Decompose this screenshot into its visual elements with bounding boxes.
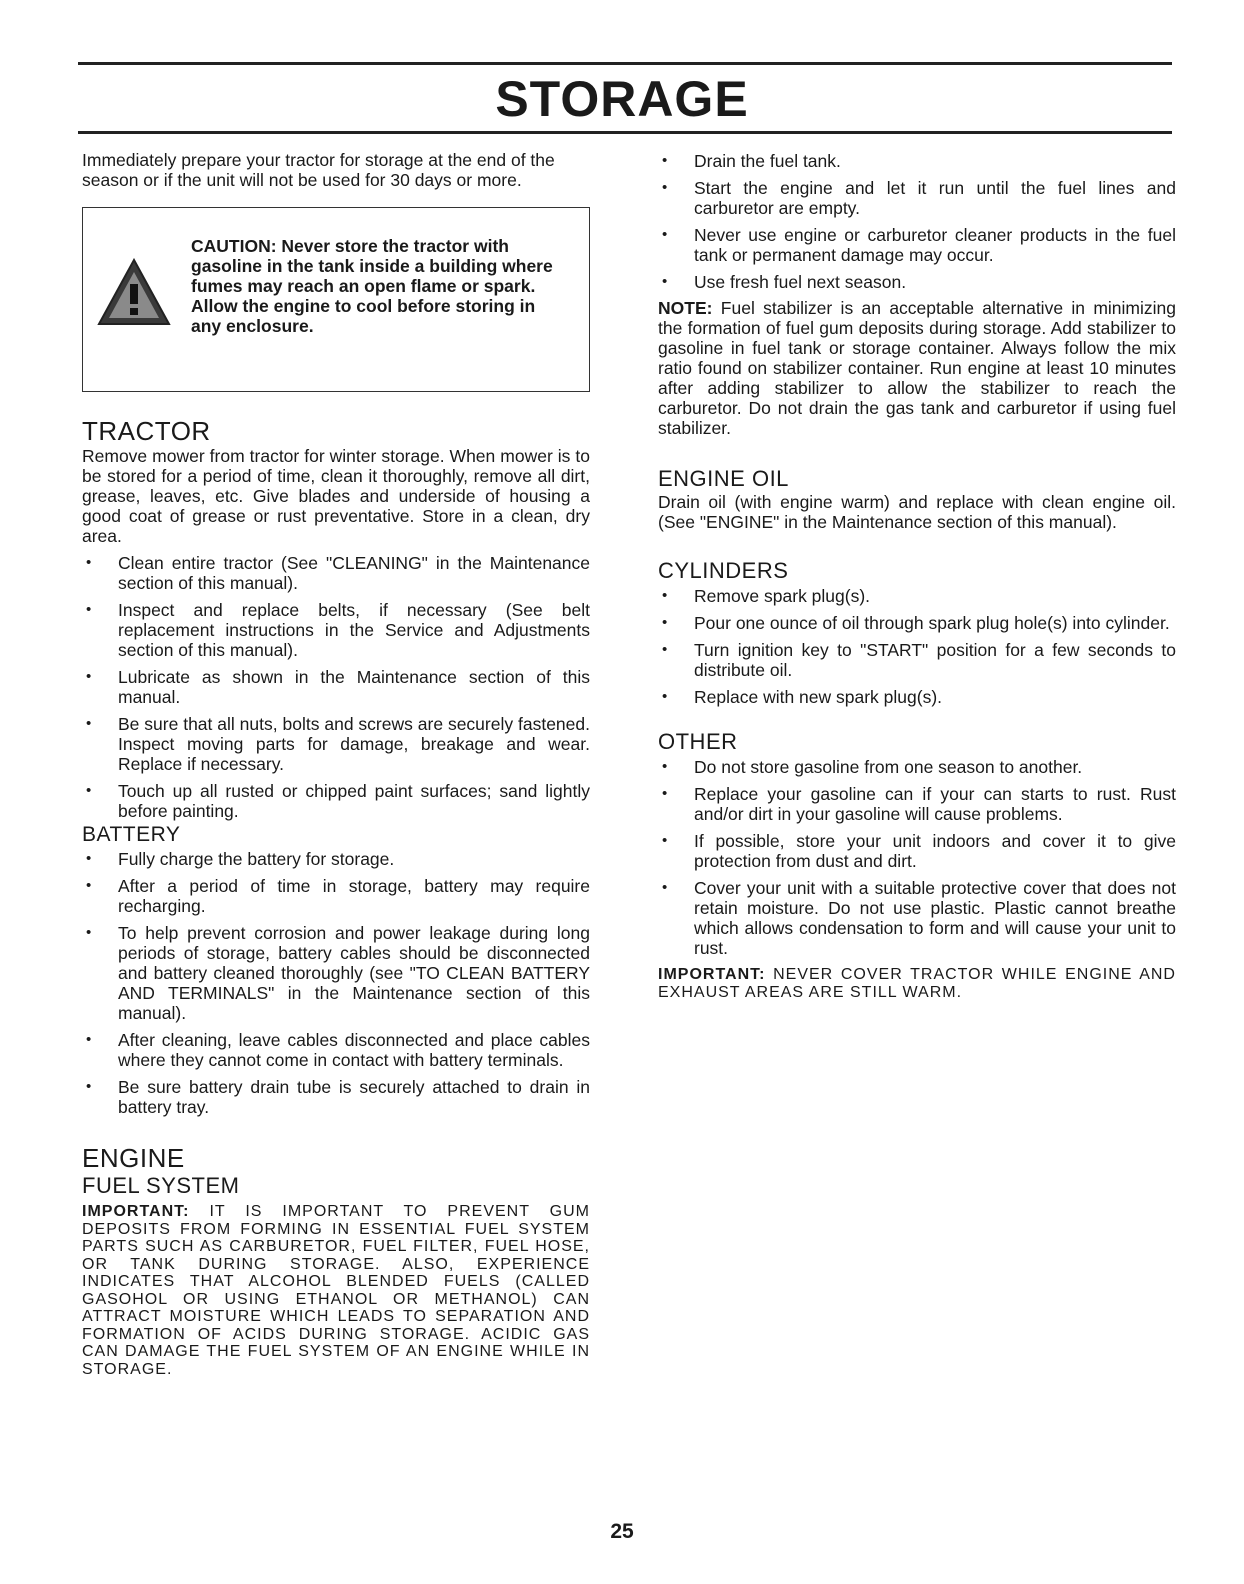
- list-item: • Pour one ounce of oil through spark plug hole(s) into cylinder.: [658, 613, 1176, 633]
- left-column: [82, 150, 590, 1378]
- list-item: • Never use engine or carburetor cleaner products in the fuel tank or permanent damage may occur.: [658, 225, 1176, 265]
- important-label: IMPORTANT:: [658, 966, 766, 983]
- list-item: • Replace your gasoline can if your can starts to rust. Rust and/or dirt in your gasoline will cause problems.: [658, 784, 1176, 824]
- list-item: • After a period of time in storage, battery may require recharging.: [82, 876, 590, 916]
- list-item: • Use fresh fuel next season.: [658, 272, 1176, 292]
- list-item: • Turn ignition key to "START" position for a few seconds to distribute oil.: [658, 640, 1176, 680]
- list-item: • Replace with new spark plug(s).: [658, 687, 1176, 707]
- page-number: 25: [610, 1520, 634, 1543]
- list-item: • Be sure battery drain tube is securely attached to drain in battery tray.: [82, 1077, 590, 1117]
- caution-text: CAUTION: Never store the tractor with gasoline in the tank inside a building where fumes may reach an open flame or spark. Allow the engine to cool before storing in any enclosure.: [191, 236, 553, 336]
- note-paragraph: [658, 298, 1176, 438]
- engine-oil-paragraph: Drain oil (with engine warm) and replace with clean engine oil. (See "ENGINE" in the Maintenance section of this manual).: [658, 492, 1176, 532]
- fuel-system-heading: FUEL SYSTEM: [82, 1173, 240, 1198]
- title-rule: [78, 131, 1172, 134]
- cylinders-heading: CYLINDERS: [658, 558, 789, 583]
- list-item: • After cleaning, leave cables disconnected and place cables where they cannot come in contact with battery terminals.: [82, 1030, 590, 1070]
- list-item: • Inspect and replace belts, if necessary (See belt replacement instructions in the Service and Adjustments section of this manual).: [82, 600, 590, 660]
- right-column: [658, 150, 1176, 1001]
- list-item: • Start the engine and let it run until the fuel lines and carburetor are empty.: [658, 178, 1176, 218]
- page-title: STORAGE: [495, 71, 749, 127]
- battery-heading: BATTERY: [82, 823, 181, 846]
- other-important-paragraph: [658, 966, 1176, 1001]
- important-label: IMPORTANT:: [82, 1203, 190, 1220]
- intro-paragraph: Immediately prepare your tractor for storage at the end of the season or if the unit will not be used for 30 days or more.: [82, 150, 555, 190]
- list-item: • Drain the fuel tank.: [658, 151, 1176, 171]
- list-item: • Remove spark plug(s).: [658, 586, 1176, 606]
- list-item: • To help prevent corrosion and power leakage during long periods of storage, battery cables should be disconnected and battery cleaned thoroughly (see "TO CLEAN BATTERY AND TERMINALS" in the Maintenance section of this manual).: [82, 923, 590, 1023]
- list-item: • If possible, store your unit indoors and cover it to give protection from dust and dirt.: [658, 831, 1176, 871]
- engine-heading: ENGINE: [82, 1143, 185, 1173]
- list-item: • Cover your unit with a suitable protective cover that does not retain moisture. Do not use plastic. Plastic cannot breathe which allows condensation to form and will cause your unit to rust.: [658, 878, 1176, 958]
- list-item: • Clean entire tractor (See "CLEANING" in the Maintenance section of this manual).: [82, 553, 590, 593]
- top-rule: [78, 62, 1172, 65]
- tractor-list: [82, 553, 590, 821]
- warning-triangle-icon: [97, 258, 171, 328]
- list-item: • Do not store gasoline from one season to another.: [658, 757, 1176, 777]
- note-label: NOTE:: [658, 298, 713, 318]
- important-text: IT IS IMPORTANT TO PREVENT GUM DEPOSITS FROM FORMING IN ESSENTIAL FUEL SYSTEM PARTS SUCH AS CARBURETOR, FUEL FILTER, FUEL HOSE, OR TANK DURING STORAGE. ALSO, EXPERIENCE INDICATES THAT ALCOHOL BLENDED FUELS (CALLED GASOHOL OR USING ETHANOL OR METHANOL) CAN ATTRACT MOISTURE WHICH LEADS TO SEPARATION AND FORMATION OF ACIDS DURING STORAGE. ACIDIC GAS CAN DAMAGE THE FUEL SYSTEM OF AN ENGINE WHILE IN STORAGE.: [82, 1203, 590, 1378]
- list-item: • Lubricate as shown in the Maintenance section of this manual.: [82, 667, 590, 707]
- cylinders-list: [658, 586, 1176, 707]
- fuel-list: [658, 151, 1176, 292]
- important-text: NEVER COVER TRACTOR WHILE ENGINE AND EXHAUST AREAS ARE STILL WARM.: [658, 966, 1176, 1001]
- engine-oil-heading: ENGINE OIL: [658, 466, 789, 491]
- battery-list: [82, 849, 590, 1117]
- caution-box: [82, 207, 590, 392]
- fuel-important-paragraph: [82, 1203, 590, 1378]
- note-text: Fuel stabilizer is an acceptable alternative in minimizing the formation of fuel gum deposits during storage. Add stabilizer to gasoline in fuel tank or storage container. Always follow the mix ratio found on stabilizer container. Run engine at least 10 minutes after adding stabilizer to allow the stabilizer to reach the carburetor. Do not drain the gas tank and carburetor if using fuel stabilizer.: [658, 298, 1176, 438]
- other-heading: OTHER: [658, 729, 738, 754]
- tractor-paragraph: Remove mower from tractor for winter storage. When mower is to be stored for a period of time, clean it thoroughly, remove all dirt, grease, leaves, etc. Give blades and underside of housing a good coat of grease or rust preventative. Store in a clean, dry area.: [82, 446, 590, 546]
- list-item: • Fully charge the battery for storage.: [82, 849, 590, 869]
- tractor-heading: TRACTOR: [82, 416, 211, 446]
- list-item: • Be sure that all nuts, bolts and screws are securely fastened. Inspect moving parts for damage, breakage and wear. Replace if necessary.: [82, 714, 590, 774]
- list-item: • Touch up all rusted or chipped paint surfaces; sand lightly before painting.: [82, 781, 590, 821]
- other-list: [658, 757, 1176, 958]
